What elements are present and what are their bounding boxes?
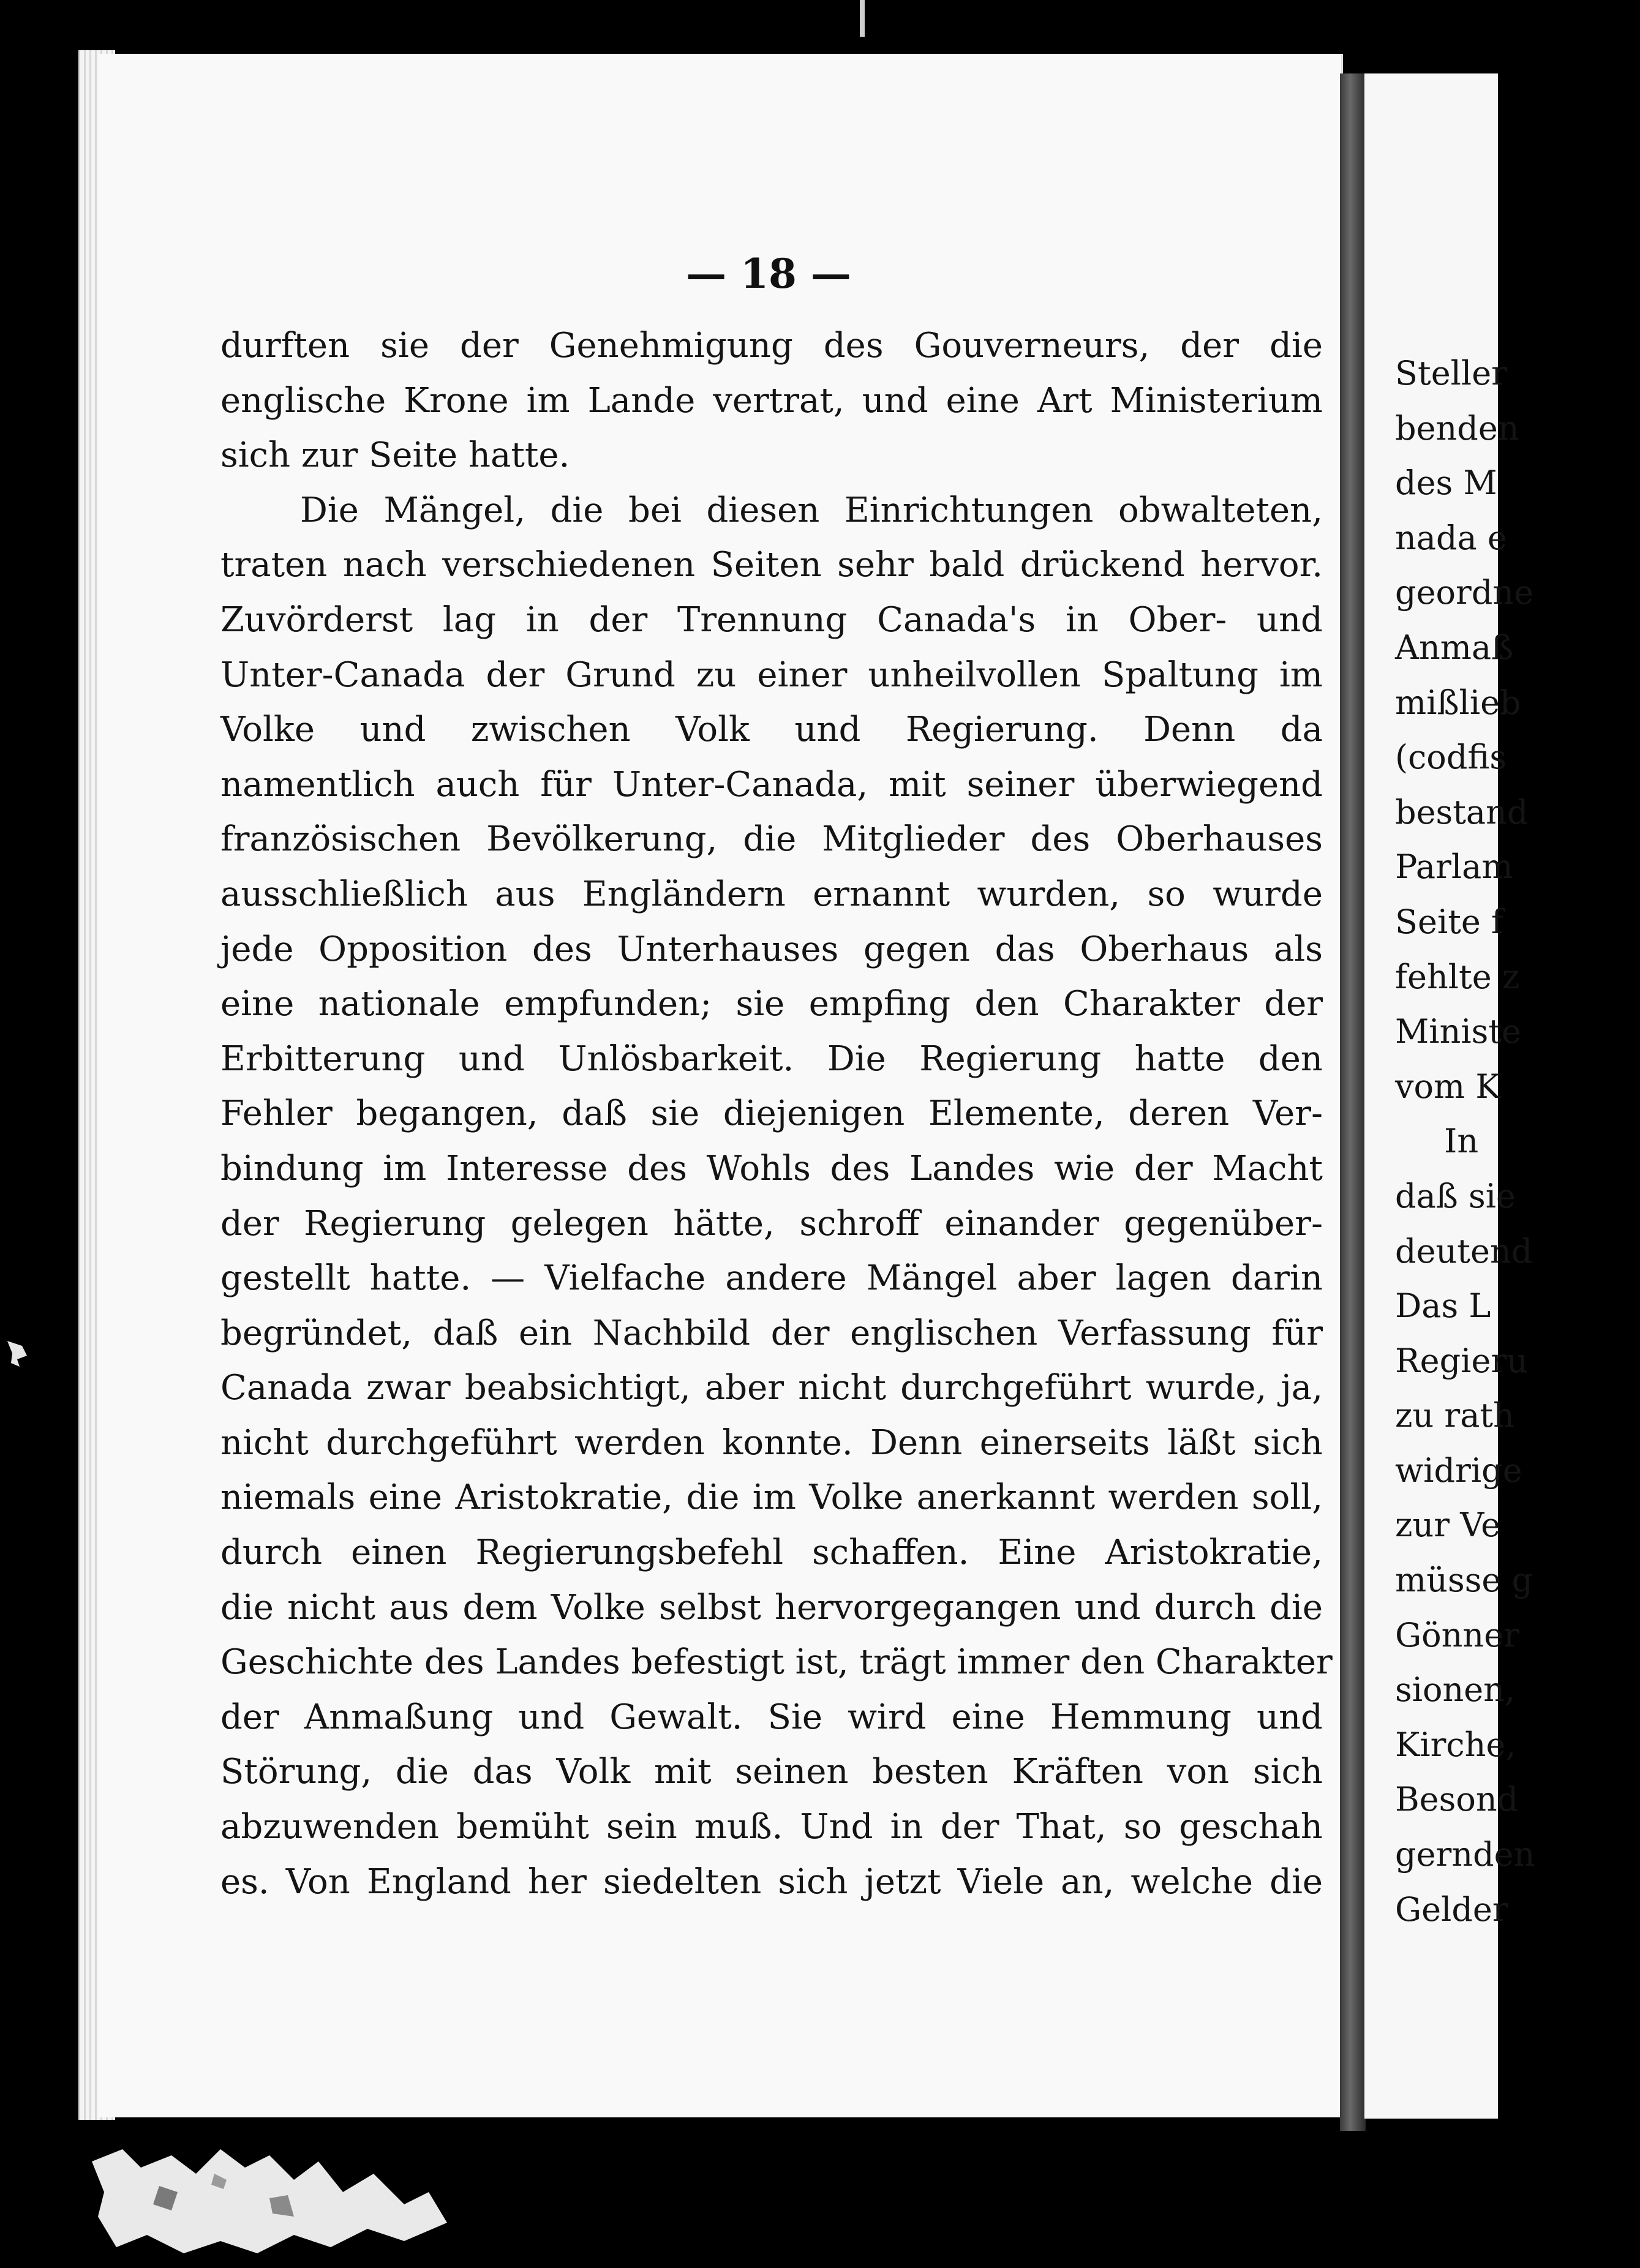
right-text-line: daß sie	[1395, 1176, 1516, 1215]
right-text-line: müsse g	[1395, 1561, 1533, 1600]
right-text-line: bestand	[1395, 792, 1529, 832]
text-line: es. Von England her siedelten sich jetzt Viele an, welche die	[220, 1861, 1323, 1902]
right-text-line: Ministe	[1395, 1012, 1521, 1051]
right-text-line: deutend	[1395, 1231, 1533, 1271]
right-text-line: Seite f	[1395, 902, 1504, 941]
right-text-line: Gönner	[1395, 1615, 1519, 1654]
text-line: Canada zwar beabsichtigt, aber nicht durchgeführt wurde, ja,	[220, 1368, 1323, 1408]
text-line: nicht durchgeführt werden konnte. Denn einerseits läßt sich	[220, 1422, 1323, 1463]
right-text-line: zu rath	[1395, 1396, 1514, 1435]
right-text-line: Regieru	[1395, 1341, 1529, 1380]
text-line: Unter-Canada der Grund zu einer unheilvollen Spaltung im	[220, 655, 1323, 695]
right-text-line: benden	[1395, 408, 1519, 448]
right-text-line: nada e	[1395, 518, 1507, 557]
text-line: eine nationale empfunden; sie empfing den Charakter der	[220, 984, 1323, 1024]
text-line: Zuvörderst lag in der Trennung Canada's in Ober- und	[220, 599, 1323, 640]
text-line: englische Krone im Lande vertrat, und eine Art Ministerium	[220, 380, 1323, 421]
text-line: traten nach verschiedenen Seiten sehr bald drückend hervor.	[220, 545, 1323, 585]
right-text-line: zur Ve	[1395, 1506, 1501, 1545]
text-line: namentlich auch für Unter-Canada, mit seiner überwiegend	[220, 764, 1323, 805]
text-line: die nicht aus dem Volke selbst hervorgegangen und durch die	[220, 1587, 1323, 1628]
right-text-line: vom K	[1395, 1067, 1500, 1106]
text-line: ausschließlich aus Engländern ernannt wurden, so wurde	[220, 874, 1323, 914]
text-line: Volke und zwischen Volk und Regierung. Denn da	[220, 710, 1323, 750]
right-text-line: Steller	[1395, 354, 1507, 392]
text-line: gestellt hatte. — Vielfache andere Mängel aber lagen darin	[220, 1258, 1323, 1299]
book-gutter	[1340, 73, 1366, 2131]
text-line: der Anmaßung und Gewalt. Sie wird eine Hemmung und	[220, 1697, 1323, 1737]
text-line: durch einen Regierungsbefehl schaffen. Eine Aristokratie,	[220, 1533, 1323, 1573]
right-text-line: Kirche,	[1395, 1725, 1516, 1764]
body-text	[220, 318, 1333, 1909]
text-line: sich zur Seite hatte.	[220, 435, 570, 476]
text-line: bindung im Interesse des Wohls des Landes wie der Macht	[220, 1148, 1323, 1188]
right-page-text	[1395, 346, 1640, 1937]
right-page	[1364, 73, 1535, 2119]
text-line: französischen Bevölkerung, die Mitglieder des Oberhauses	[220, 819, 1323, 860]
top-edge-mark	[860, 0, 865, 37]
right-text-line: In	[1444, 1122, 1479, 1161]
text-line: Störung, die das Volk mit seinen besten Kräften von sich	[220, 1752, 1323, 1792]
text-line: der Regierung gelegen hätte, schroff einander gegenüber-	[220, 1203, 1323, 1244]
right-text-line: sionen,	[1395, 1670, 1516, 1710]
right-text-line: fehlte z	[1395, 957, 1520, 996]
right-text-line: des M	[1395, 464, 1497, 503]
right-text-line: Gelder	[1395, 1890, 1508, 1929]
text-line: begründet, daß ein Nachbild der englischen Verfassung für	[220, 1313, 1323, 1353]
right-text-line: (codfis	[1395, 738, 1507, 777]
page-number: — 18 —	[686, 250, 851, 298]
text-line: niemals eine Aristokratie, die im Volke anerkannt werden soll,	[220, 1478, 1323, 1518]
text-line: jede Opposition des Unterhauses gegen das Oberhaus als	[220, 929, 1323, 969]
text-line: Die Mängel, die bei diesen Einrichtungen obwalteten,	[300, 490, 1323, 530]
text-line: abzuwenden bemüht sein muß. Und in der That, so geschah	[220, 1807, 1323, 1847]
right-text-line: geordne	[1395, 573, 1534, 612]
right-text-line: gernden	[1395, 1835, 1535, 1874]
right-text-line: Besond	[1395, 1780, 1519, 1819]
right-text-line: mißlieb	[1395, 683, 1521, 722]
torn-paper-scrap	[86, 2137, 453, 2259]
right-text-line: Das L	[1395, 1286, 1491, 1326]
text-line: Erbitterung und Unlösbarkeit. Die Regierung hatte den	[220, 1038, 1323, 1079]
text-line: Fehler begangen, daß sie diejenigen Elemente, deren Ver-	[220, 1094, 1323, 1134]
text-line: durften sie der Genehmigung des Gouverneurs, der die	[220, 326, 1323, 366]
text-line: Geschichte des Landes befestigt ist, trägt immer den Charakter	[220, 1642, 1333, 1683]
right-text-line: Anmaß	[1395, 628, 1514, 667]
right-text-line: Parlam	[1395, 847, 1513, 887]
scan-speck	[4, 1335, 31, 1372]
right-text-line: widrige	[1395, 1451, 1522, 1490]
